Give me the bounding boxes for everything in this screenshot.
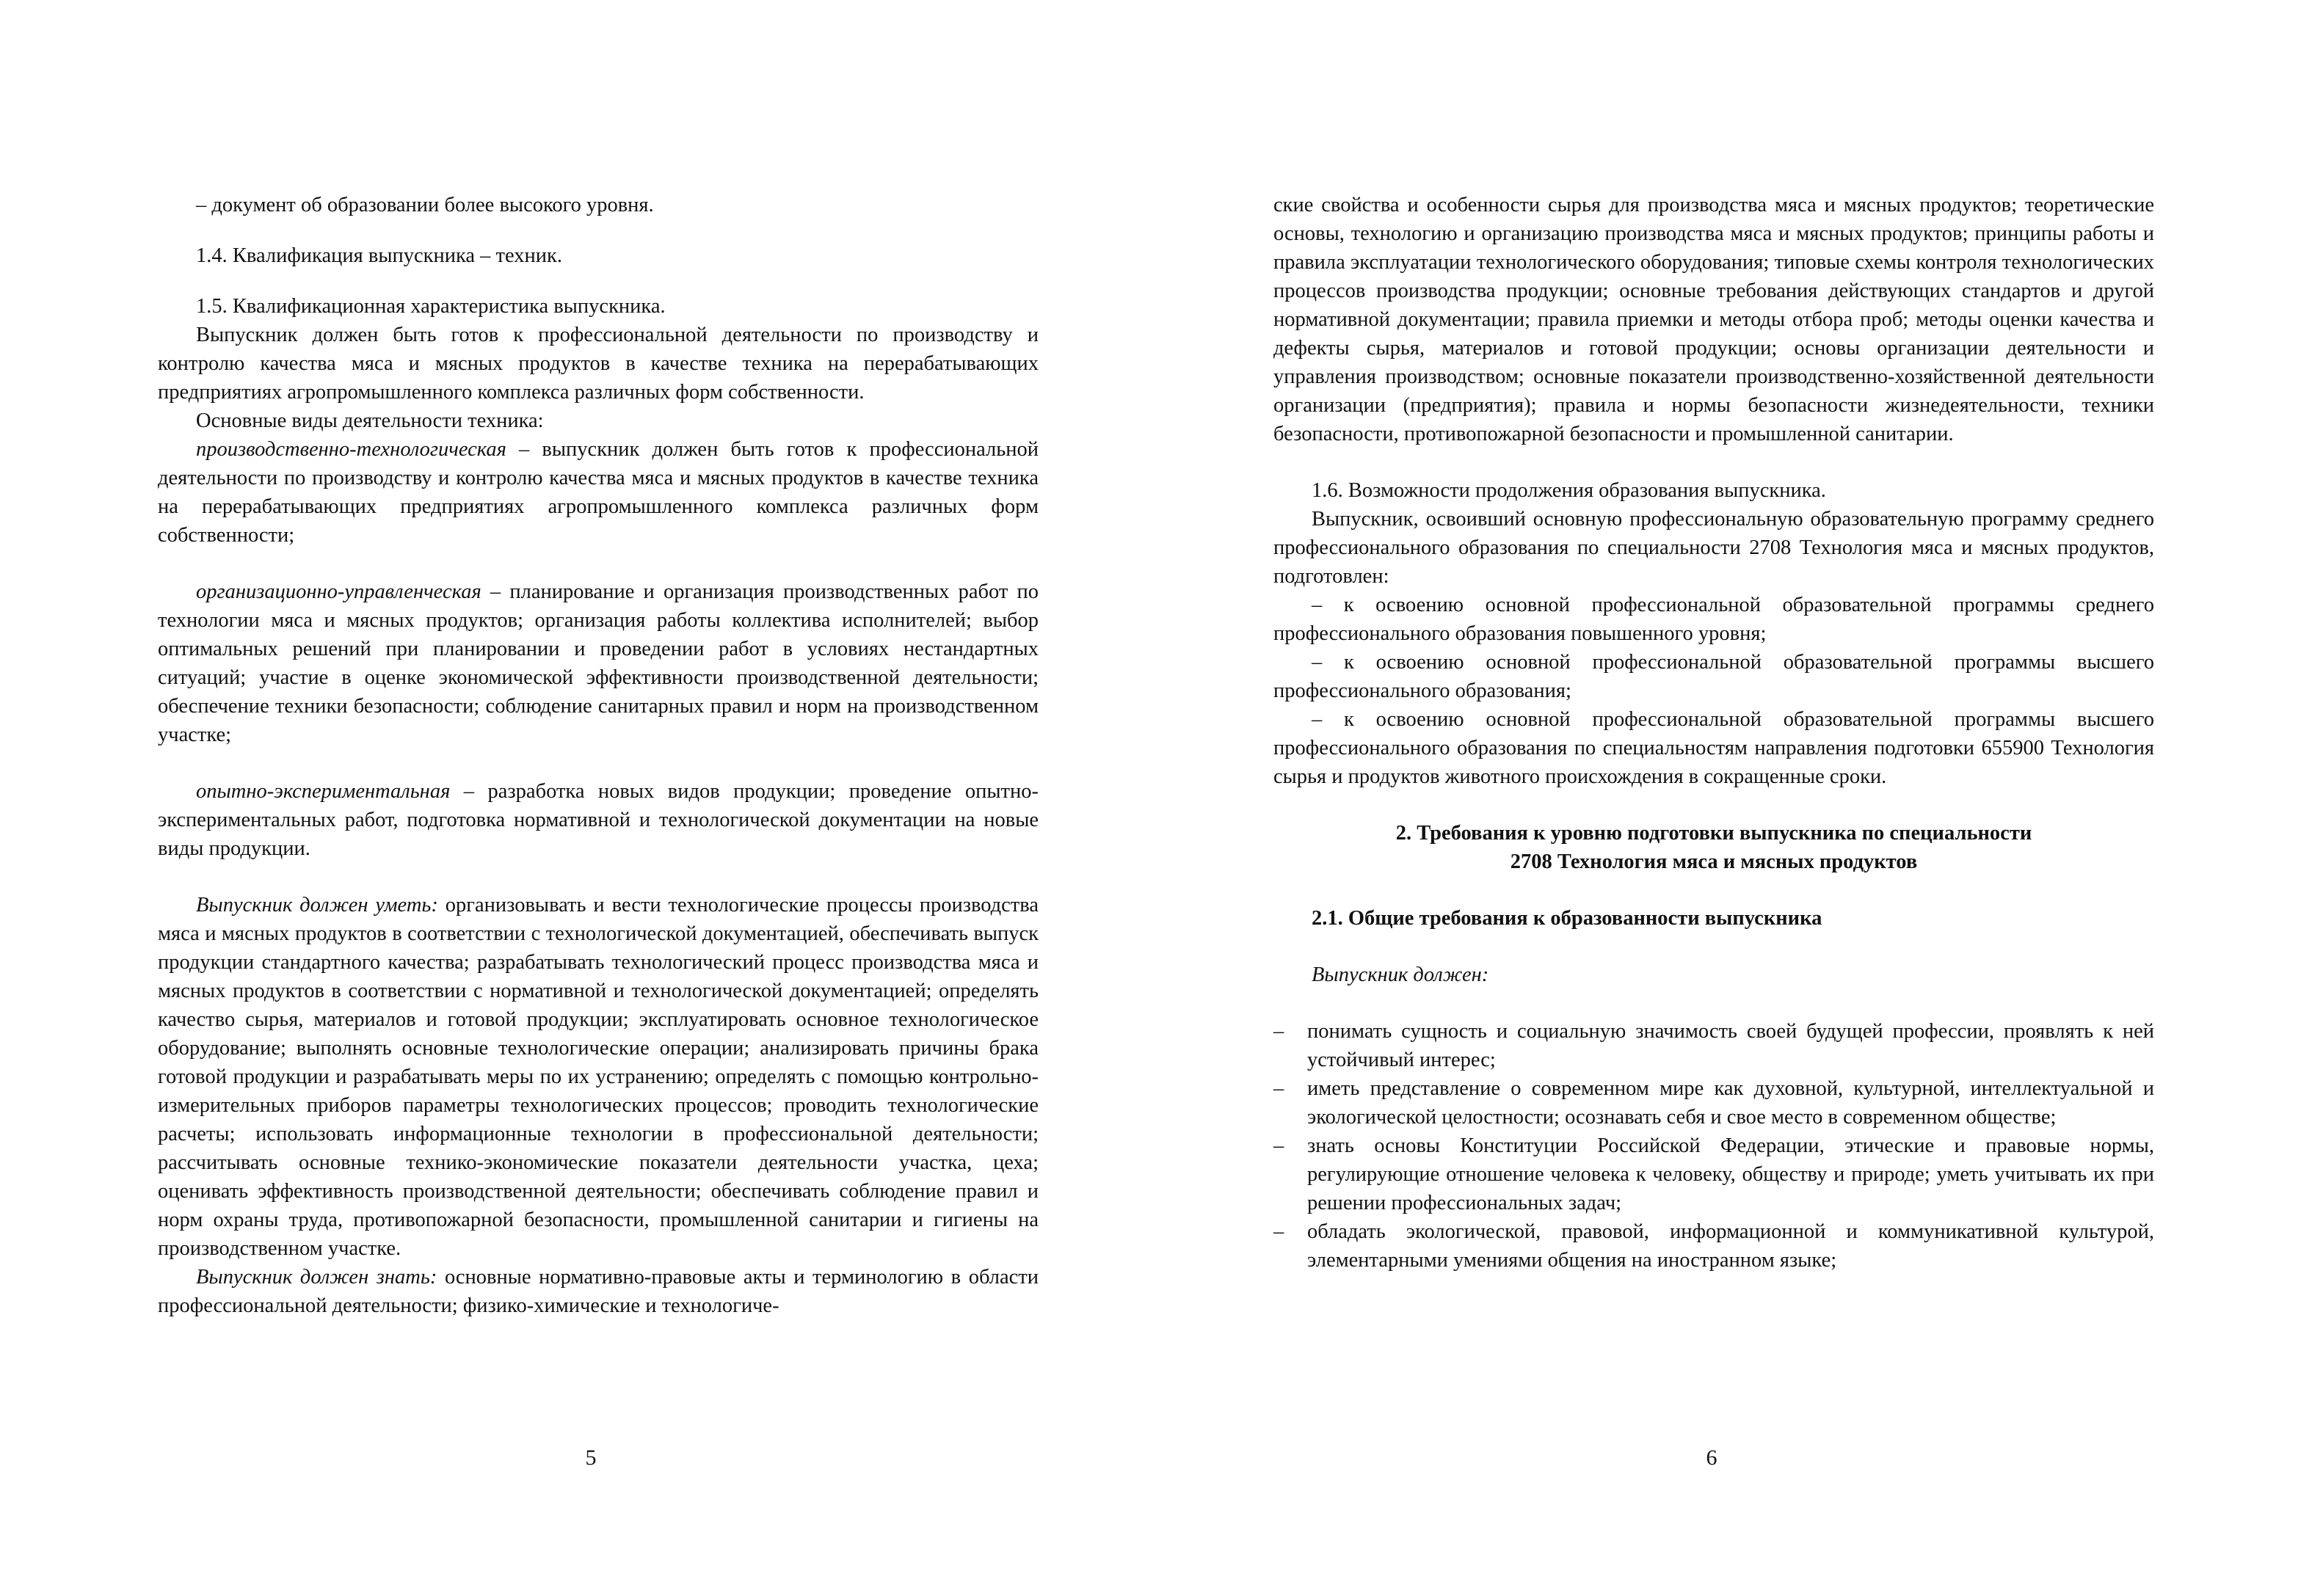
activity-production-text: – выпускник должен быть готов к профессиональной деятельности по производству и контролю качества мяса и мясных продуктов в качестве техника на перерабатывающих предприятиях агропромышленного комплекса различных форм собственности; — [158, 438, 1039, 547]
section-1-4: 1.4. Квалификация выпускника – техник. — [196, 244, 562, 267]
page-number-left: 5 — [585, 1446, 597, 1470]
right-page — [1273, 191, 2154, 1275]
list-item — [1273, 1017, 2154, 1074]
skills-paragraph — [158, 891, 1039, 1263]
dash-bullet: – — [1273, 1220, 1284, 1243]
list-item — [1273, 1132, 2154, 1217]
section-1-6-title: 1.6. Возможности продолжения образования выпускника. — [1312, 479, 1826, 502]
section-1-5-body: Выпускник должен быть готов к профессиональной деятельности по производству и контролю качества мяса и мясных продуктов в качестве техника на перерабатывающих предприятиях агропромышленного комплекса различных форм собственности. — [158, 324, 1039, 404]
activity-experimental-text: – разработка новых видов продукции; проведение опытно-экспериментальных работ, подготовка нормативной и технологической документации на новые виды продукции. — [158, 780, 1039, 860]
list-item-text: иметь представление о современном мире как духовной, культурной, интеллектуальной и экологической целостности; осознавать себя и свое место в современном обществе; — [1307, 1077, 2154, 1129]
activity-management — [158, 577, 1039, 749]
section-2-title-line-2: 2708 Технология мяса и мясных продуктов — [1510, 850, 1918, 873]
activity-experimental-term: опытно-экспериментальная — [196, 780, 451, 803]
activity-production — [158, 435, 1039, 550]
list-item — [1273, 1217, 2154, 1275]
right-continuation: ские свойства и особенности сырья для производства мяса и мясных продуктов; теоретические основы, технологию и организацию производства мяса и мясных продуктов; принципы работы и правила эксплуатации технологического оборудования; типовые схемы контроля технологических процессов производства продукции; основные требования действующих стандартов и другой нормативной документации; правила приемки и методы отбора проб; методы оценки качества и дефекты сырья, материалов и готовой продукции; основы организации деятельности и управления производством; основные показатели производственно-хозяйственной деятельности организации (предприятия); правила и нормы безопасности жизнедеятельности, техники безопасности, противопожарной безопасности и промышленной санитарии. — [1273, 194, 2154, 445]
requirements-list — [1273, 1017, 2154, 1275]
left-first-line: – документ об образовании более высокого уровня. — [196, 194, 654, 216]
section-1-5-title: 1.5. Квалификационная характеристика выпускника. — [196, 295, 666, 318]
activity-experimental — [158, 777, 1039, 863]
list-item-text: обладать экологической, правовой, информационной и коммуникативной культурой, элементарными умениями общения на иностранном языке; — [1307, 1220, 2154, 1272]
activity-types-intro: Основные виды деятельности техника: — [196, 409, 544, 432]
dash-bullet: – — [1273, 1134, 1284, 1157]
list-item-text: знать основы Конституции Российской Федерации, этические и правовые нормы, регулирующие отношение человека к человеку, обществу и природе; уметь учитывать их при решении профессиональных задач; — [1307, 1134, 2154, 1214]
section-2-title-line-1: 2. Требования к уровню подготовки выпускника по специальности — [1395, 822, 2032, 845]
activity-management-text: – планирование и организация производственных работ по технологии мяса и мясных продуктов; организация работы коллектива исполнителей; выбор оптимальных решений при планировании и проведении работ в условиях нестандартных ситуаций; участие в оценке экономической эффективности производственной деятельности; обеспечение техники безопасности; соблюдение санитарных правил и норм на производственном участке; — [158, 580, 1039, 746]
list-item-text: понимать сущность и социальную значимость своей будущей профессии, проявлять к ней устойчивый интерес; — [1307, 1020, 2154, 1071]
activity-management-term: организационно-управленческая — [196, 580, 481, 603]
left-page — [158, 191, 1039, 1320]
section-1-6-item-2: – к освоению основной профессиональной образовательной программы высшего профессионального образования; — [1273, 651, 2154, 702]
section-1-6-item-1: – к освоению основной профессиональной образовательной программы среднего профессионального образования повышенного уровня; — [1273, 594, 2154, 645]
list-item — [1273, 1074, 2154, 1132]
activity-production-term: производственно-технологическая — [196, 438, 506, 461]
dash-bullet: – — [1273, 1020, 1284, 1043]
skills-term: Выпускник должен уметь: — [196, 894, 438, 917]
knowledge-text: основные нормативно-правовые акты и терминологию в области профессиональной деятельности; физико-химические и технологиче- — [158, 1266, 1039, 1317]
section-2-1-title: 2.1. Общие требования к образованности выпускника — [1312, 907, 1822, 930]
knowledge-paragraph — [158, 1263, 1039, 1320]
dash-bullet: – — [1273, 1077, 1284, 1100]
must-intro: Выпускник должен: — [1312, 963, 1489, 986]
section-1-6-item-3: – к освоению основной профессиональной образовательной программы высшего профессионального образования по специальностям направления подготовки 655900 Технология сырья и продуктов животного происхождения в сокращенные сроки. — [1273, 708, 2154, 788]
page-number-right: 6 — [1706, 1446, 1717, 1470]
skills-text: организовывать и вести технологические процессы производства мяса и мясных продуктов в соответствии с технологической документацией, обеспечивать выпуск продукции стандартного качества; разрабатывать технологический процесс производства мяса и мясных продуктов в соответствии с нормативной и технологической документацией; определять качество сырья, материалов и готовой продукции; эксплуатировать основное технологическое оборудование; выполнять основные технологические операции; анализировать причины брака готовой продукции и разрабатывать меры по их устранению; определять с помощью контрольно-измерительных приборов параметры технологических процессов; проводить технологические расчеты; использовать информационные технологии в профессиональной деятельности; рассчитывать основные технико-экономические показатели деятельности участка, цеха; оценивать эффективность производственной деятельности; обеспечивать соблюдение правил и норм охраны труда, противопожарной безопасности, промышленной санитарии и гигиены на производственном участке. — [158, 894, 1039, 1260]
section-1-6-body: Выпускник, освоивший основную профессиональную образовательную программу среднего профессионального образования по специальности 2708 Технология мяса и мясных продуктов, подготовлен: — [1273, 508, 2154, 588]
knowledge-term: Выпускник должен знать: — [196, 1266, 437, 1289]
